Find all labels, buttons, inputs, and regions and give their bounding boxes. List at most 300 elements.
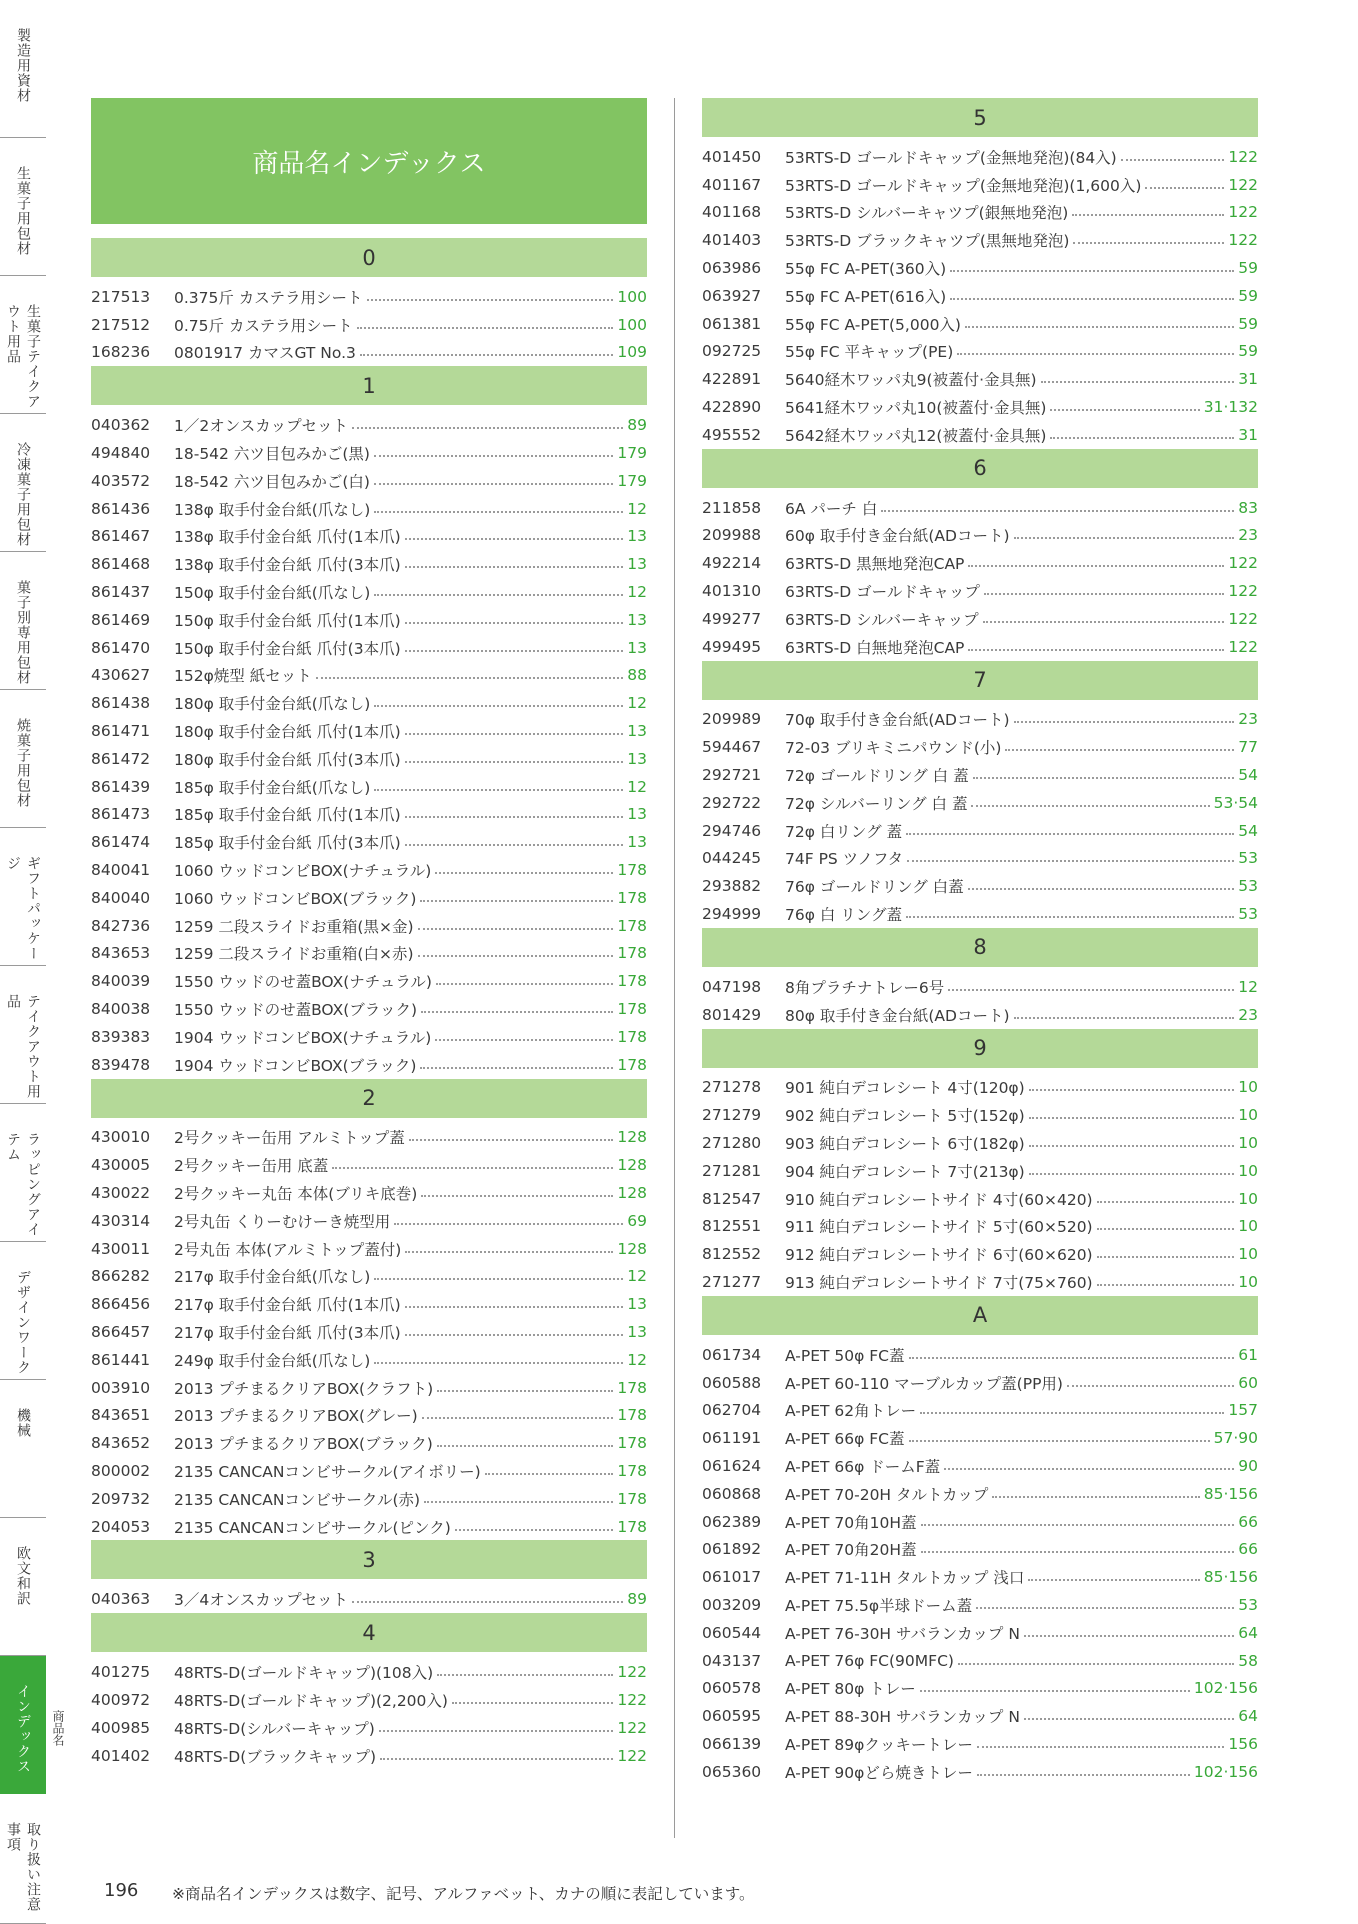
- index-column-right: [702, 98, 1258, 1786]
- page-ref[interactable]: 122: [1228, 609, 1258, 628]
- product-name: A-PET 90φどら焼きトレー: [785, 1763, 973, 1782]
- product-code: 843652: [91, 1434, 151, 1453]
- product-name: 217φ 取手付金台紙(爪なし): [174, 1268, 371, 1287]
- product-name: 1550 ウッドのせ蓋BOX(ブラック): [174, 1001, 418, 1020]
- product-code: 060588: [702, 1373, 762, 1392]
- index-row: [702, 973, 1258, 1001]
- index-row: [702, 1240, 1258, 1268]
- leader-dots: [405, 538, 624, 540]
- product-code: 292721: [702, 766, 762, 785]
- group-heading: 1: [91, 366, 647, 405]
- leader-dots: [485, 1473, 614, 1475]
- leader-dots: [1024, 1635, 1234, 1637]
- page-ref[interactable]: 59: [1238, 259, 1258, 278]
- leader-dots: [957, 353, 1234, 355]
- page-ref[interactable]: 13: [627, 555, 647, 574]
- product-name: A-PET 50φ FC蓋: [785, 1346, 905, 1365]
- product-name: 63RTS-D ゴールドキャップ: [785, 583, 980, 602]
- product-name: 63RTS-D 黒無地発泡CAP: [785, 555, 965, 574]
- side-tab-8[interactable]: [0, 1104, 46, 1242]
- page-ref[interactable]: 59: [1238, 314, 1258, 333]
- index-row: [702, 761, 1258, 789]
- page-ref[interactable]: 31: [1238, 425, 1258, 444]
- page-ref[interactable]: 53: [1238, 849, 1258, 868]
- product-code: 217513: [91, 287, 151, 306]
- side-tab-5[interactable]: [0, 690, 46, 828]
- product-name: 1060 ウッドコンビBOX(ナチュラル): [174, 862, 432, 881]
- leader-dots: [360, 354, 614, 356]
- index-row: [91, 828, 647, 856]
- product-name: 1／2オンスカップセット: [174, 417, 348, 436]
- index-row: [702, 1074, 1258, 1102]
- index-row: [91, 1151, 647, 1179]
- product-name: 53RTS-D ブラックキャツプ(黒無地発泡): [785, 232, 1070, 251]
- page-ref[interactable]: 88: [627, 666, 647, 685]
- page-ref[interactable]: 122: [617, 1663, 647, 1682]
- product-name: 48RTS-D(ブラックキャップ): [174, 1747, 376, 1766]
- page-ref[interactable]: 60: [1238, 1373, 1258, 1392]
- page-ref[interactable]: 13: [627, 1322, 647, 1341]
- index-row: [91, 311, 647, 339]
- product-name: 2135 CANCANコンビサークル(ピンク): [174, 1518, 451, 1537]
- product-code: 209989: [702, 710, 762, 729]
- page-ref[interactable]: 122: [1228, 175, 1258, 194]
- page-ref[interactable]: 53·54: [1213, 793, 1258, 812]
- product-code: 294999: [702, 905, 762, 924]
- page-ref[interactable]: 178: [617, 1378, 647, 1397]
- product-name: 76φ 白 リング蓋: [785, 906, 902, 925]
- page-ref[interactable]: 64: [1238, 1623, 1258, 1642]
- index-row: [702, 254, 1258, 282]
- index-group: [91, 238, 647, 366]
- product-name: 913 純白デコレシートサイド 7寸(75×760): [785, 1273, 1093, 1292]
- side-tab-1[interactable]: [0, 138, 46, 276]
- leader-dots: [437, 1674, 613, 1676]
- page-ref[interactable]: 12: [627, 1267, 647, 1286]
- product-code: 292722: [702, 793, 762, 812]
- page-ref[interactable]: 13: [627, 722, 647, 741]
- page-ref[interactable]: 100: [617, 315, 647, 334]
- product-name: A-PET 80φ トレー: [785, 1680, 916, 1699]
- page-ref[interactable]: 178: [617, 861, 647, 880]
- page-ref[interactable]: 102·156: [1193, 1679, 1258, 1698]
- leader-dots: [1028, 1579, 1199, 1581]
- product-code: 061892: [702, 1540, 762, 1559]
- page-ref[interactable]: 61: [1238, 1345, 1258, 1364]
- product-name: 2号丸缶 本体(アルミトップ蓋付): [174, 1240, 402, 1259]
- index-row: [702, 1702, 1258, 1730]
- index-row: [702, 789, 1258, 817]
- product-name: 180φ 取手付金台紙 爪付(1本爪): [174, 723, 401, 742]
- index-row: [91, 283, 647, 311]
- product-code: 842736: [91, 916, 151, 935]
- product-code: 840040: [91, 888, 151, 907]
- product-code: 812552: [702, 1245, 762, 1264]
- side-tab-10[interactable]: [0, 1380, 46, 1518]
- product-name: 902 純白デコレシート 5寸(152φ): [785, 1107, 1025, 1126]
- index-row: [702, 365, 1258, 393]
- index-row: [91, 940, 647, 968]
- index-group: [91, 1079, 647, 1541]
- index-row: [702, 393, 1258, 421]
- page-ref[interactable]: 59: [1238, 342, 1258, 361]
- side-tab-label: ギフトパッケージ: [5, 856, 41, 961]
- product-name: 249φ 取手付金台紙(爪なし): [174, 1351, 371, 1370]
- product-name: 2号クッキー缶用 底蓋: [174, 1157, 329, 1176]
- product-name: A-PET 71-11H タルトカップ 浅口: [785, 1569, 1025, 1588]
- index-row: [702, 633, 1258, 661]
- product-name: 74F PS ツノフタ: [785, 850, 903, 869]
- product-name: 185φ 取手付金台紙 爪付(1本爪): [174, 806, 401, 825]
- page-ref[interactable]: 85·156: [1203, 1484, 1258, 1503]
- page-ref[interactable]: 156: [1228, 1734, 1258, 1753]
- page-ref[interactable]: 122: [617, 1718, 647, 1737]
- product-name: 5640経木ワッパ丸9(被蓋付·金具無): [785, 371, 1037, 390]
- leader-dots: [418, 955, 614, 957]
- product-name: 2号クッキー缶用 アルミトップ蓋: [174, 1129, 405, 1148]
- group-heading: 0: [91, 238, 647, 277]
- page-ref[interactable]: 178: [617, 916, 647, 935]
- product-name: A-PET 76φ FC(90MFC): [785, 1651, 954, 1670]
- page-ref[interactable]: 31: [1238, 370, 1258, 389]
- side-tab-2[interactable]: [0, 276, 46, 414]
- page-ref[interactable]: 100: [617, 287, 647, 306]
- leader-dots: [316, 677, 624, 679]
- product-name: 18-542 六ツ目包みかご(白): [174, 472, 370, 491]
- index-row: [91, 1658, 647, 1686]
- leader-dots: [374, 511, 623, 513]
- group-heading: 8: [702, 928, 1258, 967]
- page-ref[interactable]: 109: [617, 343, 647, 362]
- index-row: [91, 439, 647, 467]
- page-ref[interactable]: 53: [1238, 905, 1258, 924]
- page-ref[interactable]: 23: [1238, 1005, 1258, 1024]
- index-row: [91, 1429, 647, 1457]
- product-name: 2135 CANCANコンビサークル(赤): [174, 1490, 421, 1509]
- index-group: [702, 661, 1258, 928]
- leader-dots: [968, 649, 1224, 651]
- page-ref[interactable]: 23: [1238, 526, 1258, 545]
- index-row: [702, 1591, 1258, 1619]
- page-ref[interactable]: 57·90: [1213, 1429, 1258, 1448]
- page-ref[interactable]: 89: [627, 416, 647, 435]
- index-row: [91, 578, 647, 606]
- page-ref[interactable]: 178: [617, 888, 647, 907]
- index-row: [91, 1686, 647, 1714]
- index-row: [702, 1674, 1258, 1702]
- page-ref[interactable]: 178: [617, 1406, 647, 1425]
- page-ref[interactable]: 10: [1238, 1134, 1258, 1152]
- product-name: 150φ 取手付金台紙 爪付(3本爪): [174, 639, 401, 658]
- product-name: A-PET 62角トレー: [785, 1402, 917, 1421]
- leader-dots: [1067, 1385, 1234, 1387]
- leader-dots: [1145, 187, 1224, 189]
- product-name: 53RTS-D ゴールドキャップ(金無地発泡)(84入): [785, 148, 1117, 167]
- index-row: [702, 900, 1258, 928]
- page-ref[interactable]: 12: [627, 583, 647, 602]
- product-name: 217φ 取手付金台紙 爪付(3本爪): [174, 1323, 401, 1342]
- product-name: 8角プラチナトレー6号: [785, 978, 945, 997]
- product-code: 060595: [702, 1707, 762, 1726]
- page-ref[interactable]: 64: [1238, 1707, 1258, 1726]
- side-tab-label: 菓子別専用包材: [15, 580, 31, 685]
- group-heading: 9: [702, 1029, 1258, 1068]
- product-code: 211858: [702, 498, 762, 517]
- index-row: [702, 845, 1258, 873]
- product-name: A-PET 88-30H サバランカップ N: [785, 1708, 1020, 1727]
- leader-dots: [977, 1774, 1190, 1776]
- index-group: [702, 98, 1258, 449]
- leader-dots: [405, 650, 624, 652]
- side-tab-12[interactable]: [0, 1656, 46, 1794]
- leader-dots: [437, 1445, 614, 1447]
- product-code: 400985: [91, 1718, 151, 1737]
- product-name: 76φ ゴールドリング 白蓋: [785, 878, 964, 897]
- side-tab-4[interactable]: [0, 552, 46, 690]
- product-code: 594467: [702, 738, 762, 757]
- product-name: 2135 CANCANコンビサークル(アイボリー): [174, 1462, 481, 1481]
- leader-dots: [1029, 1173, 1235, 1175]
- leader-dots: [1050, 409, 1199, 411]
- leader-dots: [921, 1524, 1235, 1526]
- index-row: [702, 1508, 1258, 1536]
- group-heading: 3: [91, 1540, 647, 1579]
- product-name: 80φ 取手付き金台紙(ADコート): [785, 1006, 1010, 1025]
- index-row: [91, 1051, 647, 1079]
- product-code: 401403: [702, 231, 762, 250]
- product-code: 801429: [702, 1005, 762, 1024]
- index-row: [91, 856, 647, 884]
- page-ref[interactable]: 13: [627, 833, 647, 852]
- side-tab-11[interactable]: [0, 1518, 46, 1656]
- side-tab-0[interactable]: [0, 0, 46, 138]
- leader-dots: [976, 1607, 1234, 1609]
- index-row: [702, 1452, 1258, 1480]
- product-code: 861473: [91, 805, 151, 824]
- product-name: 138φ 取手付金台紙 爪付(1本爪): [174, 528, 401, 547]
- product-name: A-PET 66φ FC蓋: [785, 1430, 905, 1449]
- page-ref[interactable]: 10: [1238, 1217, 1258, 1236]
- page-ref[interactable]: 128: [617, 1128, 647, 1147]
- leader-dots: [950, 298, 1234, 300]
- page-ref[interactable]: 53: [1238, 877, 1258, 896]
- page-ref[interactable]: 10: [1238, 1106, 1258, 1125]
- leader-dots: [1072, 214, 1224, 216]
- index-row: [702, 143, 1258, 171]
- index-row: [91, 912, 647, 940]
- page-ref[interactable]: 13: [627, 638, 647, 657]
- side-tab-label: 取り扱い注意事項: [5, 1822, 41, 1912]
- page-ref[interactable]: 128: [617, 1156, 647, 1175]
- product-name: 2号クッキー丸缶 本体(ブリキ底巻): [174, 1185, 418, 1203]
- page-ref[interactable]: 10: [1238, 1078, 1258, 1097]
- page-ref[interactable]: 31·132: [1203, 398, 1258, 417]
- product-name: 18-542 六ツ目包みかご(黒): [174, 445, 370, 464]
- page-ref[interactable]: 178: [617, 1489, 647, 1508]
- page-ref[interactable]: 10: [1238, 1189, 1258, 1208]
- product-code: 494840: [91, 444, 151, 463]
- leader-dots: [421, 1195, 613, 1197]
- product-name: 72φ シルバーリング 白 蓋: [785, 794, 968, 813]
- leader-dots: [1121, 159, 1225, 161]
- index-row: [702, 872, 1258, 900]
- index-row: [702, 1730, 1258, 1758]
- page-ref[interactable]: 66: [1238, 1540, 1258, 1559]
- product-name: 1259 二段スライドお重箱(黒×金): [174, 917, 414, 936]
- page-ref[interactable]: 13: [627, 527, 647, 546]
- leader-dots: [906, 833, 1234, 835]
- product-name: 180φ 取手付金台紙 爪付(3本爪): [174, 750, 401, 769]
- product-code: 044245: [702, 849, 762, 868]
- leader-dots: [405, 1306, 624, 1308]
- product-code: 812547: [702, 1189, 762, 1208]
- index-column-left: [91, 98, 647, 1769]
- side-tab-3[interactable]: [0, 414, 46, 552]
- index-row: [91, 1179, 647, 1207]
- page-ref[interactable]: 122: [1228, 231, 1258, 250]
- product-name: 138φ 取手付金台紙 爪付(3本爪): [174, 556, 401, 575]
- product-code: 430010: [91, 1128, 151, 1147]
- leader-dots: [907, 860, 1234, 862]
- page-ref[interactable]: 122: [1228, 637, 1258, 656]
- side-tab-label: インデックス: [15, 1684, 31, 1774]
- leader-dots: [420, 900, 613, 902]
- page-ref[interactable]: 10: [1238, 1245, 1258, 1264]
- leader-dots: [973, 777, 1235, 779]
- page-ref[interactable]: 122: [1228, 203, 1258, 222]
- page-ref[interactable]: 128: [617, 1184, 647, 1202]
- page-ref[interactable]: 178: [617, 944, 647, 963]
- page-ref[interactable]: 13: [627, 610, 647, 629]
- page-ref[interactable]: 102·156: [1193, 1762, 1258, 1781]
- page-ref[interactable]: 178: [617, 1461, 647, 1480]
- product-code: 861436: [91, 499, 151, 518]
- page-ref[interactable]: 178: [617, 1434, 647, 1453]
- page-ref[interactable]: 179: [617, 471, 647, 490]
- index-row: [91, 884, 647, 912]
- side-tab-13[interactable]: [0, 1794, 46, 1924]
- index-row: [91, 1235, 647, 1263]
- product-name: 911 純白デコレシートサイド 5寸(60×520): [785, 1218, 1093, 1237]
- page-ref[interactable]: 157: [1228, 1401, 1258, 1420]
- page-ref[interactable]: 10: [1238, 1161, 1258, 1180]
- index-row: [91, 1290, 647, 1318]
- leader-dots: [909, 1357, 1235, 1359]
- page-ref[interactable]: 12: [627, 499, 647, 518]
- product-name: 150φ 取手付金台紙(爪なし): [174, 584, 371, 603]
- page-ref[interactable]: 178: [617, 1517, 647, 1536]
- index-row: [702, 1647, 1258, 1675]
- product-name: 1904 ウッドコンビBOX(ブラック): [174, 1056, 417, 1075]
- index-row: [91, 606, 647, 634]
- page-ref[interactable]: 85·156: [1203, 1568, 1258, 1587]
- page-ref[interactable]: 122: [1228, 147, 1258, 166]
- index-row: [702, 1157, 1258, 1185]
- leader-dots: [405, 1251, 613, 1253]
- page-ref[interactable]: 13: [627, 1295, 647, 1314]
- side-tab-label: 欧文和訳: [15, 1546, 31, 1606]
- page-ref[interactable]: 13: [627, 749, 647, 768]
- page-ref[interactable]: 90: [1238, 1456, 1258, 1475]
- page-ref[interactable]: 12: [627, 777, 647, 796]
- leader-dots: [374, 1362, 623, 1364]
- page-ref[interactable]: 58: [1238, 1651, 1258, 1670]
- page-ref[interactable]: 122: [1228, 582, 1258, 601]
- product-code: 861441: [91, 1350, 151, 1369]
- product-code: 861438: [91, 694, 151, 713]
- page-ref[interactable]: 128: [617, 1239, 647, 1258]
- page-ref[interactable]: 122: [1228, 554, 1258, 573]
- page-ref[interactable]: 12: [627, 694, 647, 713]
- product-name: 180φ 取手付金台紙(爪なし): [174, 695, 371, 714]
- index-row: [91, 745, 647, 773]
- side-tab-9[interactable]: [0, 1242, 46, 1380]
- product-code: 209988: [702, 526, 762, 545]
- side-tab-label: 焼菓子用包材: [15, 718, 31, 808]
- page-ref[interactable]: 178: [617, 1055, 647, 1074]
- side-tab-7[interactable]: [0, 966, 46, 1104]
- page-ref[interactable]: 23: [1238, 710, 1258, 729]
- page-ref[interactable]: 178: [617, 1000, 647, 1019]
- leader-dots: [1029, 1145, 1235, 1147]
- product-code: 063927: [702, 286, 762, 305]
- product-name: 901 純白デコレシート 4寸(120φ): [785, 1079, 1025, 1098]
- page-ref[interactable]: 179: [617, 444, 647, 463]
- page-ref[interactable]: 66: [1238, 1512, 1258, 1531]
- index-row: [91, 467, 647, 495]
- page-ref[interactable]: 10: [1238, 1272, 1258, 1291]
- leader-dots: [1097, 1201, 1235, 1203]
- page-ref[interactable]: 178: [617, 972, 647, 991]
- page-ref[interactable]: 83: [1238, 498, 1258, 517]
- page-ref[interactable]: 89: [627, 1590, 647, 1609]
- page-ref[interactable]: 122: [617, 1746, 647, 1765]
- index-row: [702, 310, 1258, 338]
- product-name: 2013 プチまるクリアBOX(クラフト): [174, 1379, 434, 1398]
- product-name: 55φ FC 平キャップ(PE): [785, 343, 954, 362]
- page-ref[interactable]: 59: [1238, 286, 1258, 305]
- product-name: 72φ ゴールドリング 白 蓋: [785, 767, 969, 786]
- page-ref[interactable]: 77: [1238, 738, 1258, 757]
- product-code: 062389: [702, 1512, 762, 1531]
- page-ref[interactable]: 12: [1238, 977, 1258, 996]
- page-title: 商品名インデックス: [91, 98, 647, 224]
- product-name: 0.375斤 カステラ用シート: [174, 288, 363, 307]
- page-ref[interactable]: 122: [617, 1690, 647, 1709]
- page-ref[interactable]: 53: [1238, 1595, 1258, 1614]
- index-row: [91, 801, 647, 829]
- page-ref[interactable]: 54: [1238, 821, 1258, 840]
- leader-dots: [992, 1496, 1199, 1498]
- product-name: 1060 ウッドコンビBOX(ブラック): [174, 889, 417, 908]
- page-ref[interactable]: 178: [617, 1027, 647, 1046]
- side-tab-6[interactable]: [0, 828, 46, 966]
- page-ref[interactable]: 54: [1238, 766, 1258, 785]
- leader-dots: [405, 566, 624, 568]
- index-row: [91, 1714, 647, 1742]
- page-ref[interactable]: 69: [627, 1211, 647, 1230]
- leader-dots: [958, 1663, 1234, 1665]
- page-ref[interactable]: 12: [627, 1350, 647, 1369]
- page-ref[interactable]: 13: [627, 805, 647, 824]
- leader-dots: [405, 844, 624, 846]
- product-code: 003209: [702, 1595, 762, 1614]
- product-code: 499495: [702, 637, 762, 656]
- product-name: 903 純白デコレシート 6寸(182φ): [785, 1135, 1025, 1153]
- product-code: 271278: [702, 1078, 762, 1097]
- index-row: [702, 1129, 1258, 1157]
- leader-dots: [977, 1746, 1225, 1748]
